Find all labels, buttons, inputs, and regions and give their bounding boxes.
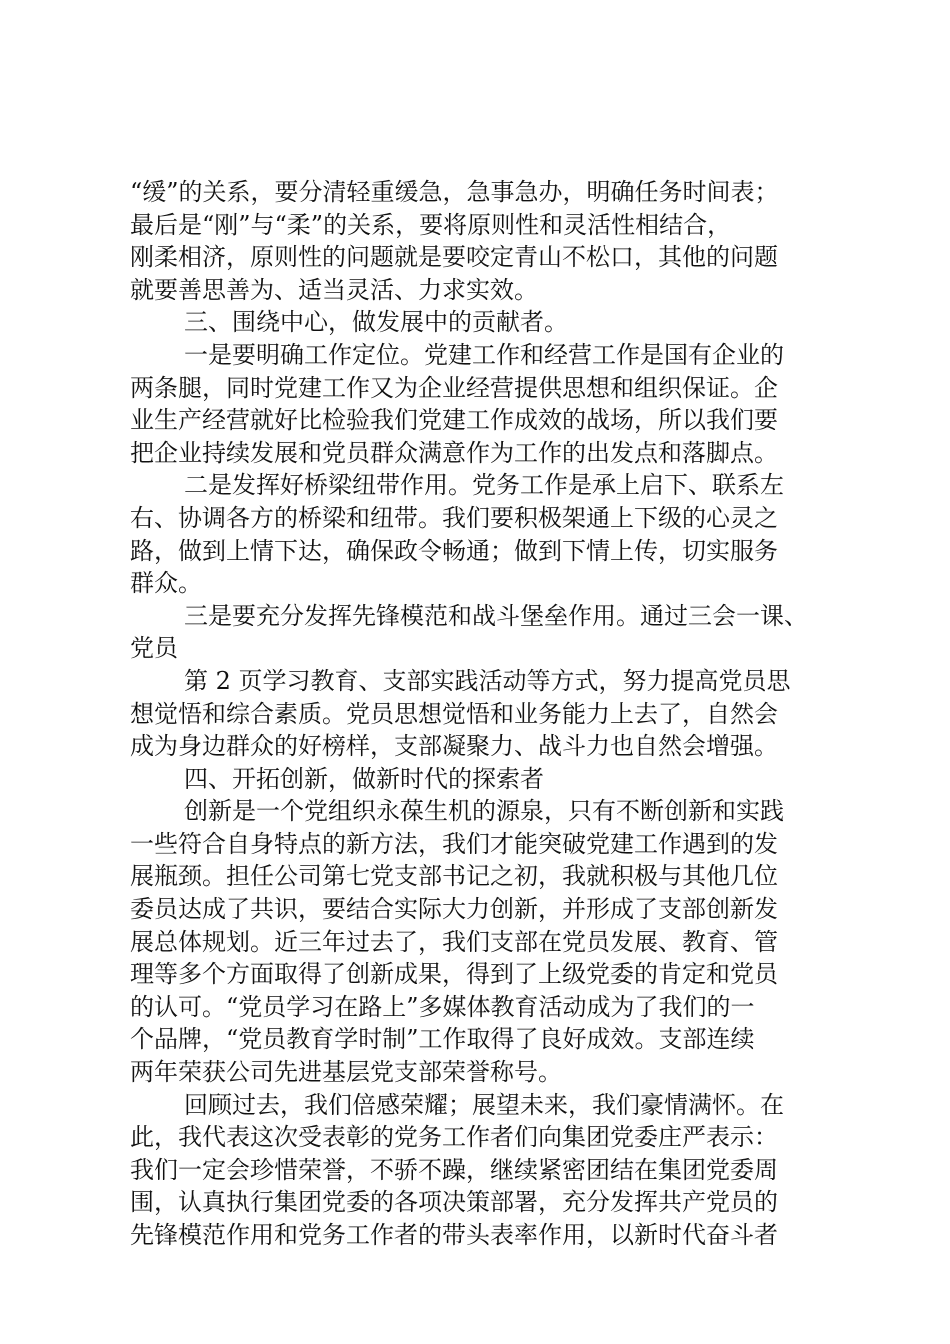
text-line: 第 2 页学习教育、支部实践活动等方式，努力提高党员思 bbox=[184, 666, 791, 695]
document-body bbox=[130, 176, 832, 1252]
text-line: 两年荣获公司先进基层党支部荣誉称号。 bbox=[130, 1058, 562, 1087]
text-line: 个品牌，“党员教育学时制”工作取得了良好成效。支部连续 bbox=[130, 1025, 755, 1054]
text-line: 创新是一个党组织永葆生机的源泉，只有不断创新和实践 bbox=[184, 797, 784, 826]
text-line: 成为身边群众的好榜样，支部凝聚力、战斗力也自然会增强。 bbox=[130, 732, 778, 761]
text-line: 右、协调各方的桥梁和纽带。我们要积极架通上下级的心灵之 bbox=[130, 503, 778, 532]
text-line: 党员 bbox=[130, 634, 178, 663]
text-line: 我们一定会珍惜荣誉，不骄不躁，继续紧密团结在集团党委周 bbox=[130, 1155, 778, 1184]
text-line: 三是要充分发挥先锋模范和战斗堡垒作用。通过三会一课、 bbox=[184, 601, 808, 630]
text-line: 就要善思善为、适当灵活、力求实效。 bbox=[130, 275, 538, 304]
text-line: 群众。 bbox=[130, 569, 202, 598]
text-line: 两条腿，同时党建工作又为企业经营提供思想和组织保证。企 bbox=[130, 373, 778, 402]
text-line: 先锋模范作用和党务工作者的带头表率作用，以新时代奋斗者 bbox=[130, 1221, 778, 1249]
text-line: 围，认真执行集团党委的各项决策部署，充分发挥共产党员的 bbox=[130, 1188, 778, 1217]
text-line: 委员达成了共识，要结合实际大力创新，并形成了支部创新发 bbox=[130, 895, 778, 924]
text-line: 回顾过去，我们倍感荣耀；展望未来，我们豪情满怀。在 bbox=[184, 1090, 784, 1119]
text-line: 一是要明确工作定位。党建工作和经营工作是国有企业的 bbox=[184, 340, 784, 369]
text-line: 四、开拓创新，做新时代的探索者 bbox=[184, 764, 544, 793]
text-line: 三、围绕中心，做发展中的贡献者。 bbox=[184, 308, 568, 337]
text-line: 业生产经营就好比检验我们党建工作成效的战场，所以我们要 bbox=[130, 406, 778, 435]
text-line: “缓”的关系，要分清轻重缓急，急事急办，明确任务时间表； bbox=[130, 178, 779, 206]
text-line: 最后是“刚”与“柔”的关系，要将原则性和灵活性相结合， bbox=[130, 210, 732, 239]
text-line: 一些符合自身特点的新方法，我们才能突破党建工作遇到的发 bbox=[130, 829, 778, 858]
text-line: 路，做到上情下达，确保政令畅通；做到下情上传，切实服务 bbox=[130, 536, 778, 565]
text-line: 把企业持续发展和党员群众满意作为工作的出发点和落脚点。 bbox=[130, 438, 778, 467]
text-line: 想觉悟和综合素质。党员思想觉悟和业务能力上去了，自然会 bbox=[130, 699, 778, 728]
text-line: 理等多个方面取得了创新成果，得到了上级党委的肯定和党员 bbox=[130, 960, 778, 989]
text-line: 展瓶颈。担任公司第七党支部书记之初，我就积极与其他几位 bbox=[130, 862, 778, 891]
text-line: 展总体规划。近三年过去了，我们支部在党员发展、教育、管 bbox=[130, 927, 778, 956]
text-line: 刚柔相济，原则性的问题就是要咬定青山不松口，其他的问题 bbox=[130, 243, 778, 272]
text-line: 二是发挥好桥梁纽带作用。党务工作是承上启下、联系左 bbox=[184, 471, 784, 500]
text-line: 此，我代表这次受表彰的党务工作者们向集团党委庄严表示： bbox=[130, 1123, 778, 1152]
text-line: 的认可。“党员学习在路上”多媒体教育活动成为了我们的一 bbox=[130, 992, 755, 1021]
